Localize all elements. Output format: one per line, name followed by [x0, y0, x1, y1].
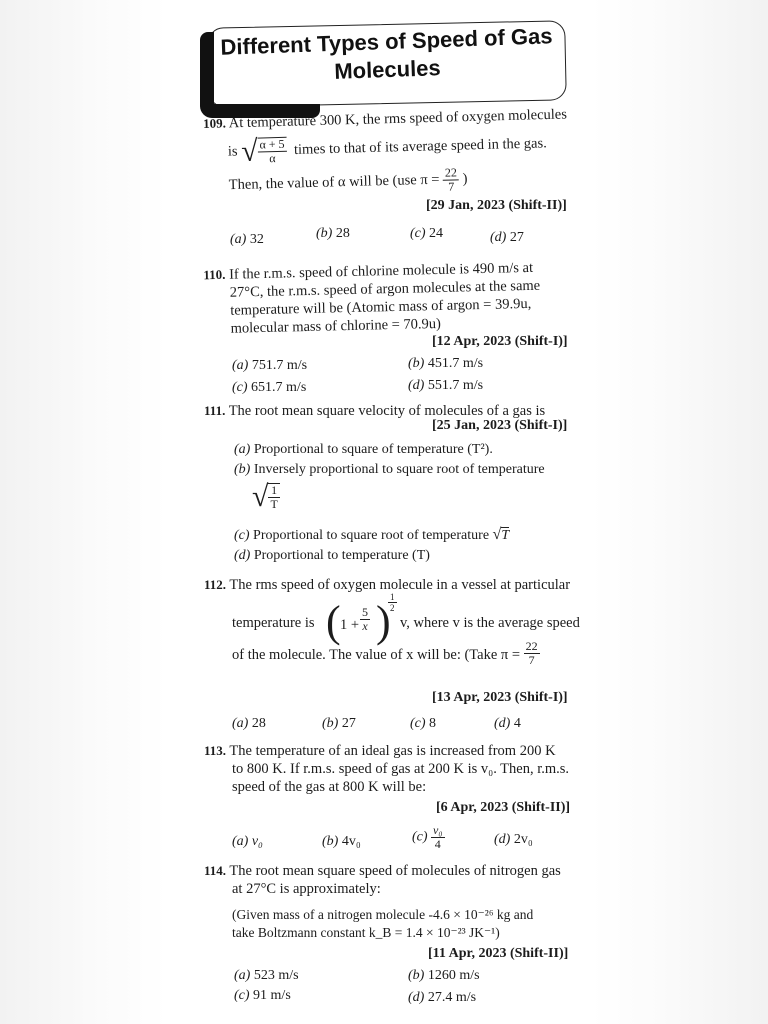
option-b-formula: √ $\frac{1}{T}$ [252, 480, 278, 513]
question-112-line3: of the molecule. The value of x will be: (Take π = $\frac{22}{7}$ [232, 639, 538, 667]
option-d: (d) 2v₀ [494, 832, 533, 847]
question-source: [29 Jan, 2023 (Shift-II)] [426, 198, 567, 213]
option-a: (a) v₀ [232, 834, 263, 849]
exponent-half: $\frac{1}{2}$ [390, 592, 395, 613]
option-d: (d) 27 [490, 230, 524, 245]
five-over-x-fraction: $\frac{5}{x}$ [362, 605, 368, 633]
option-b: (b) 4v₀ [322, 834, 361, 849]
section-title-line2: Molecules [333, 55, 442, 84]
question-number: 109. [202, 115, 227, 131]
question-112-formula: temperature is ( 1 + $\frac{5}{x}$ ) $\frac{1}{2}$ v, where v is the average speed [232, 592, 580, 646]
option-c: (c) 24 [410, 226, 444, 241]
pi-fraction: $\frac{22}{7}$ [525, 639, 538, 667]
option-c: (c) 8 [410, 716, 437, 731]
question-text: times to that of its average speed in the gas. [293, 135, 547, 158]
option-b: (b) 1260 m/s [408, 968, 480, 983]
question-text: Then, the value of α will be (use π = [228, 171, 440, 194]
option-d: (d) 4 [494, 716, 521, 731]
option-c: (c) Proportional to square root of temperature √T [234, 526, 510, 543]
question-source: [6 Apr, 2023 (Shift-II)] [436, 800, 571, 815]
option-d: (d) Proportional to temperature (T) [234, 548, 430, 563]
option-a: (a) 751.7 m/s [232, 358, 308, 373]
question-text: At temperature 300 K, the rms speed of oxygen molecules [228, 106, 568, 132]
option-c: (c) 651.7 m/s [232, 380, 307, 395]
option-c: (c) $\frac{\text{v₀}}{4}$ [412, 823, 443, 851]
question-111: 111. The root mean square velocity of molecules of a gas is [204, 403, 546, 419]
option-d: (d) 27.4 m/s [408, 990, 477, 1005]
option-b: (b) Inversely proportional to square root of temperature [234, 462, 545, 477]
question-text: is [227, 143, 238, 160]
question-source: [12 Apr, 2023 (Shift-I)] [432, 334, 568, 349]
option-b: (b) 28 [316, 226, 350, 241]
option-c: (c) 91 m/s [234, 988, 291, 1003]
option-a: (a) 523 m/s [234, 968, 299, 983]
option-a: (a) 32 [230, 232, 264, 247]
section-title-line1: Different Types of Speed of Gas [220, 23, 553, 60]
question-112: 112. The rms speed of oxygen molecule in a vessel at particular [204, 577, 571, 593]
question-109: 109. At temperature 300 K, the rms speed of oxygen molecules is √ $\frac{\alpha + 5}{\alpha}$ times to that of its average speed in the gas. Then, the value of α will be (use π = $\frac{22}{7}$ ) [202, 106, 568, 194]
option-a: (a) Proportional to square of temperature (T²). [234, 442, 493, 457]
option-a: (a) 28 [232, 716, 266, 731]
page-margin-right [590, 0, 768, 1024]
question-source: [13 Apr, 2023 (Shift-I)] [432, 690, 568, 705]
question-source: [11 Apr, 2023 (Shift-II)] [428, 946, 569, 961]
section-title-banner [200, 20, 574, 110]
question-source: [25 Jan, 2023 (Shift-I)] [432, 418, 568, 433]
sqrt-symbol: √ [252, 480, 269, 513]
sqrt-symbol: √ [240, 134, 259, 168]
option-b: (b) 27 [322, 716, 356, 731]
question-114: 114. The root mean square speed of molecules of nitrogen gas at 27°C is approximately: (Given mass of a nitrogen molecule -4.6 × 10⁻²⁶ kg and take Boltzmann constant k_B = 1.4 × 10⁻²³ JK⁻¹) [204, 863, 561, 940]
question-110: 110. If the r.m.s. speed of chlorine molecule is 490 m/s at 27°C, the r.m.s. speed of argon molecules at the same temperature will be (Atomic mass of argon = 39.9u, molecular mass of chlorine = 70.9u) [203, 259, 541, 337]
pi-fraction: $\frac{22}{7}$ [443, 166, 460, 193]
question-113: 113. The temperature of an ideal gas is increased from 200 K to 800 K. If r.m.s. speed of gas at 200 K is v₀. Then, r.m.s. speed of the gas at 800 K will be: [204, 743, 570, 795]
alpha-fraction: $\frac{\alpha + 5}{\alpha}$ [257, 137, 287, 166]
option-d: (d) 551.7 m/s [408, 378, 484, 393]
page-margin-left [0, 0, 168, 1024]
option-b: (b) 451.7 m/s [408, 356, 484, 371]
